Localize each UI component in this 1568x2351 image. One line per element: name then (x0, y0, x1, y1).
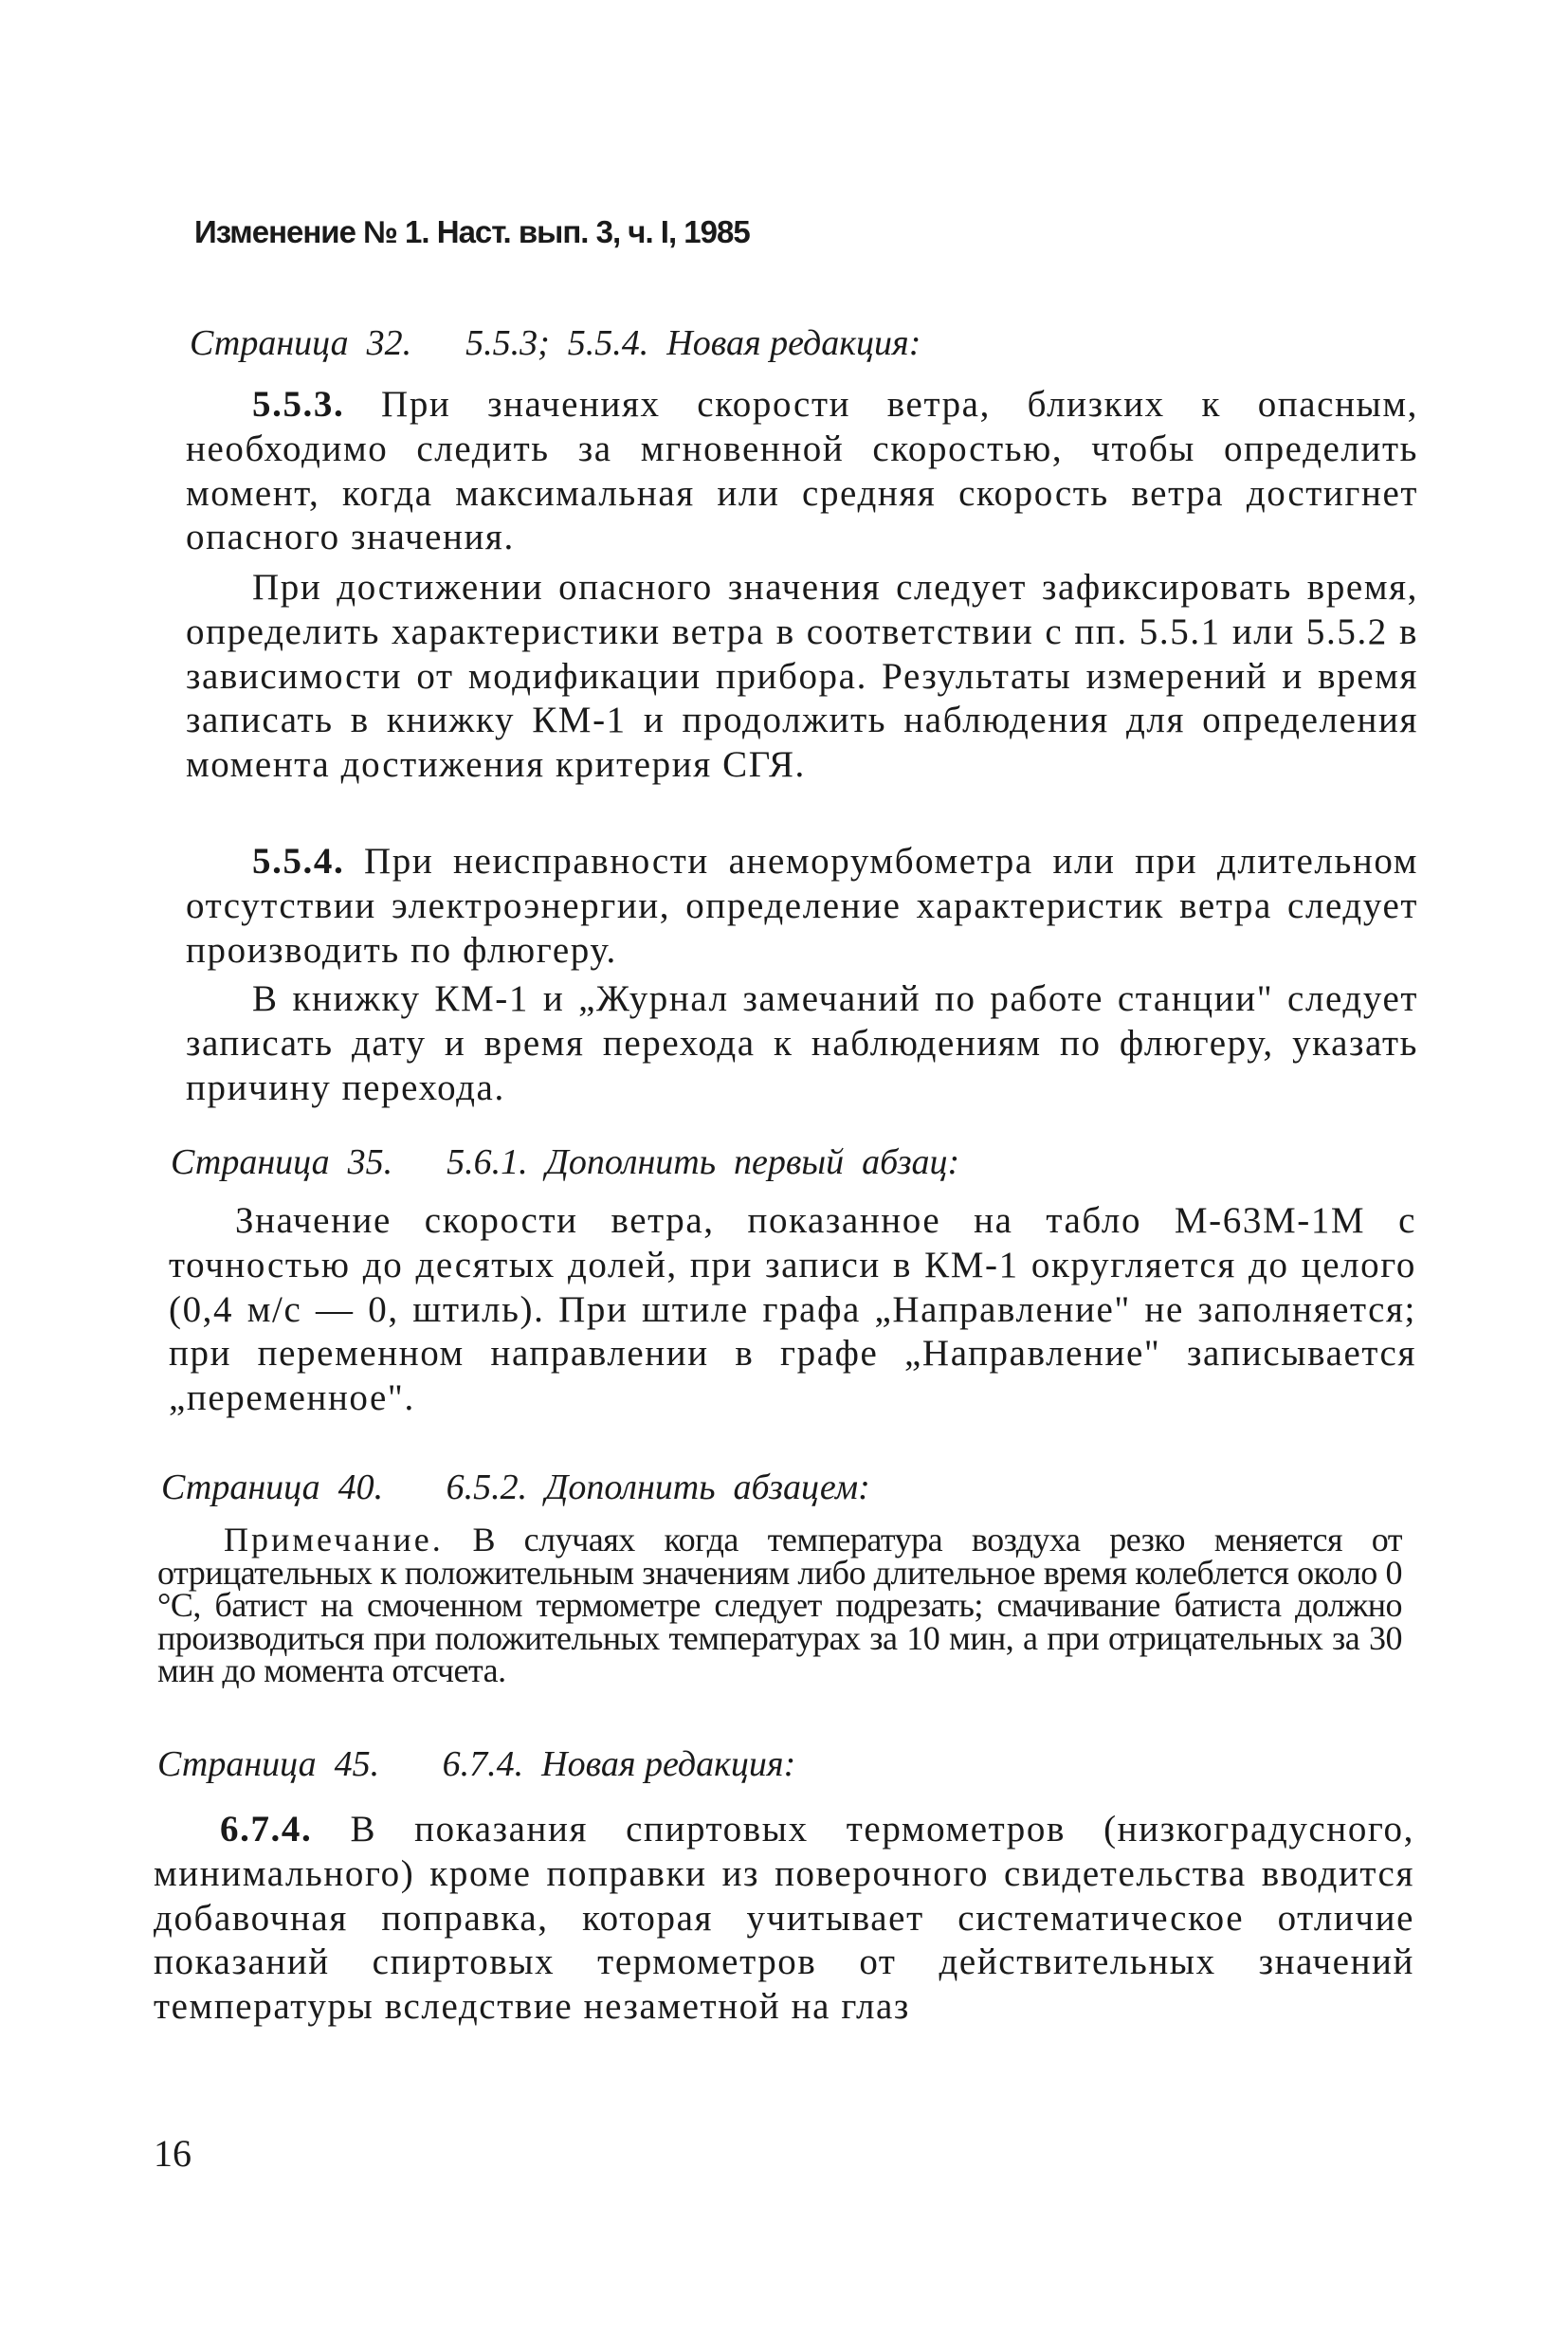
paragraph (154, 1808, 1414, 2030)
note-text: В случаях когда температура воздуха резко меняется от отрицательных к положительным значениям либо длительное время колеблется около 0 °С, батист на смоченном термометре следует подрезать; смачивание батиста должно производиться при положительных температурах за 10 мин, а при отрицательных за 30 мин до момента отсчета. (157, 1521, 1402, 1689)
paragraph (186, 383, 1418, 560)
section-heading: Страница 45. 6.7.4. Новая редакция: (157, 1744, 796, 1784)
clause-number: 6.7.4. (220, 1809, 313, 1850)
paragraph-text: При значениях скорости ветра, близких к опасным, необходимо следить за мгновенной скоростью, чтобы определить момент, когда максимальная или средняя скорость ветра достигнет опасного значения. (186, 384, 1418, 558)
note-paragraph (157, 1523, 1402, 1687)
paragraph-text: При неисправности анеморумбометра или при длительном отсутствии электроэнергии, определение характеристик ветра следует производить по флюгеру. (186, 841, 1418, 971)
clause-number: 5.5.3. (252, 384, 345, 425)
paragraph-text: В показания спиртовых термометров (низкоградусного, минимального) кроме поправки из поверочного свидетельства вводится добавочная поправка, которая учитывает систематическое отличие показаний спиртовых термометров от действительных значений температуры вследствие незаметной на глаз (154, 1809, 1414, 2028)
paragraph: При достижении опасного значения следует зафиксировать время, определить характеристики ветра в соответствии с пп. 5.5.1 или 5.5.2 в зависимости от модификации прибора. Результаты измерений и время записать в книжку КМ-1 и продолжить наблюдения для определения момента достижения критерия СГЯ. (186, 567, 1418, 786)
section-page-45-body (154, 1808, 1414, 2030)
section-heading: Страница 40. 6.5.2. Дополнить абзацем: (161, 1467, 870, 1507)
section-page-45 (157, 1743, 1418, 1785)
note-label: Примечание. (224, 1521, 444, 1558)
paragraph: В книжку КМ-1 и „Журнал замечаний по работе станции" следует записать дату и время перехода к наблюдениям по флюгеру, указать причину перехода. (186, 978, 1418, 1108)
section-page-32-body-3 (186, 840, 1418, 973)
section-page-32-body (186, 383, 1418, 560)
paragraph: Значение скорости ветра, показанное на табло М-63М-1М с точностью до десятых долей, при записи в КМ-1 округляется до целого (0,4 м/с — 0, штиль). При штиле графа „Направление" не заполняется; при переменном направлении в графе „Направление" записывается „переменное". (169, 1200, 1416, 1419)
section-page-40 (161, 1467, 1422, 1508)
page-number: 16 (154, 2132, 191, 2175)
paragraph (186, 840, 1418, 973)
section-page-35 (171, 1141, 1422, 1183)
section-heading: Страница 32. 5.5.3; 5.5.4. Новая редакция: (190, 323, 921, 363)
clause-number: 5.5.4. (252, 841, 345, 882)
section-page-32 (190, 322, 1418, 364)
section-heading: Страница 35. 5.6.1. Дополнить первый абзац: (171, 1142, 960, 1182)
section-page-40-body (157, 1523, 1402, 1687)
section-page-32-body-2 (186, 566, 1418, 788)
section-page-32-body-4 (186, 977, 1418, 1110)
section-page-35-body (169, 1199, 1416, 1421)
document-header: Изменение № 1. Наст. вып. 3, ч. I, 1985 (194, 214, 750, 249)
